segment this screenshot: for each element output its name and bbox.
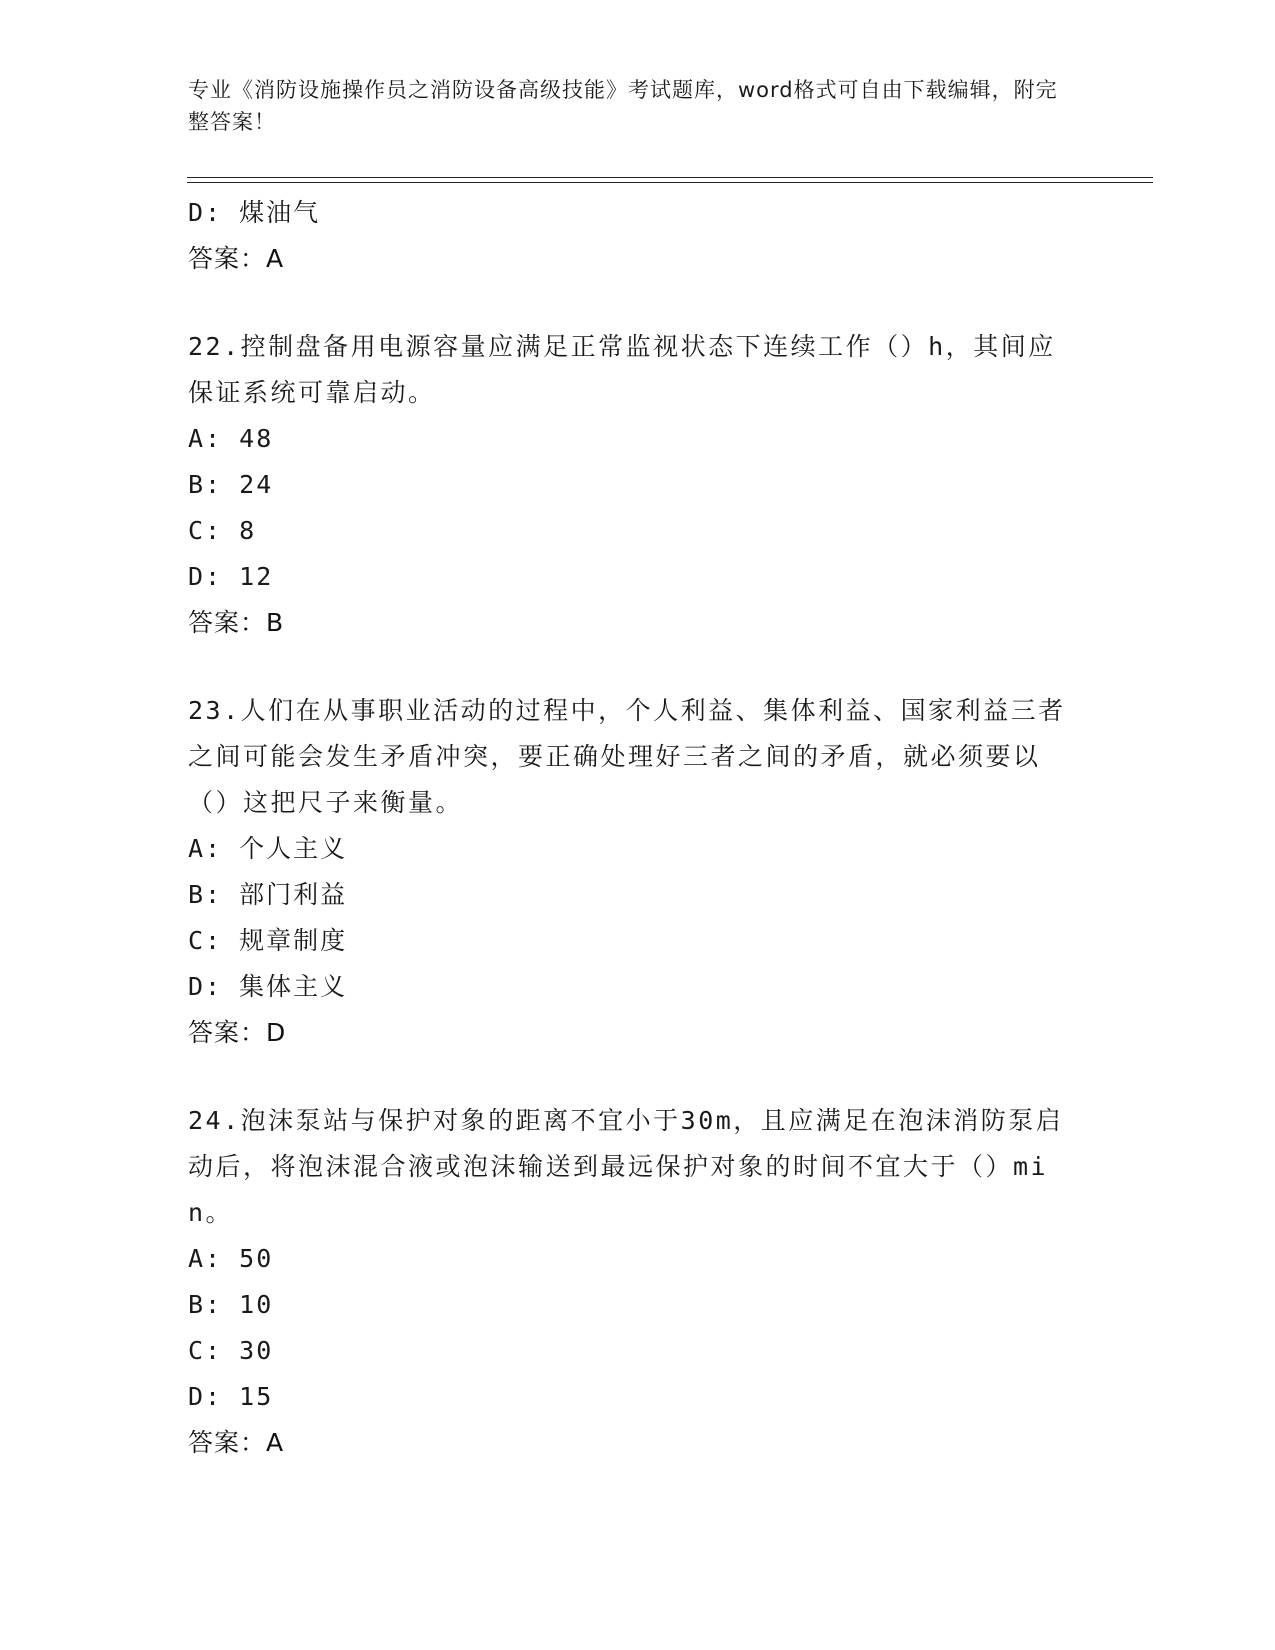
question-text: 24.泡沫泵站与保护对象的距离不宜小于30m，且应满足在泡沫消防泵启动后，将泡沫混合液或泡沫输送到最远保护对象的时间不宜大于（）min。 <box>188 1106 1064 1227</box>
option-c: C: 规章制度 <box>188 926 348 955</box>
option-d: D: 集体主义 <box>188 972 348 1001</box>
answer-line: 答案：A <box>188 1428 285 1457</box>
option-d: D: 煤油气 <box>188 198 321 227</box>
option-a: A: 48 <box>188 424 274 453</box>
option-d: D: 12 <box>188 562 274 591</box>
option-d: D: 15 <box>188 1382 274 1411</box>
previous-question-tail <box>188 190 1088 282</box>
option-b: B: 24 <box>188 470 274 499</box>
option-b: B: 10 <box>188 1290 274 1319</box>
question-22 <box>188 324 1088 646</box>
answer-line: 答案：A <box>188 244 285 273</box>
question-23 <box>188 688 1088 1056</box>
option-a: A: 50 <box>188 1244 274 1273</box>
question-text: 22.控制盘备用电源容量应满足正常监视状态下连续工作（）h，其间应保证系统可靠启动。 <box>188 332 1056 407</box>
header-divider-bottom <box>187 182 1153 183</box>
document-header: 专业《消防设施操作员之消防设备高级技能》考试题库，word格式可自由下载编辑，附完整答案！ <box>188 78 1058 134</box>
answer-line: 答案：B <box>188 608 285 637</box>
option-b: B: 部门利益 <box>188 880 348 909</box>
question-list <box>188 190 1088 1466</box>
question-24 <box>188 1098 1088 1466</box>
option-c: C: 8 <box>188 516 257 545</box>
option-c: C: 30 <box>188 1336 274 1365</box>
question-text: 23.人们在从事职业活动的过程中，个人利益、集体利益、国家利益三者之间可能会发生矛盾冲突，要正确处理好三者之间的矛盾，就必须要以（）这把尺子来衡量。 <box>188 696 1066 817</box>
option-a: A: 个人主义 <box>188 834 348 863</box>
header-divider-top <box>187 177 1153 178</box>
answer-line: 答案：D <box>188 1018 287 1047</box>
